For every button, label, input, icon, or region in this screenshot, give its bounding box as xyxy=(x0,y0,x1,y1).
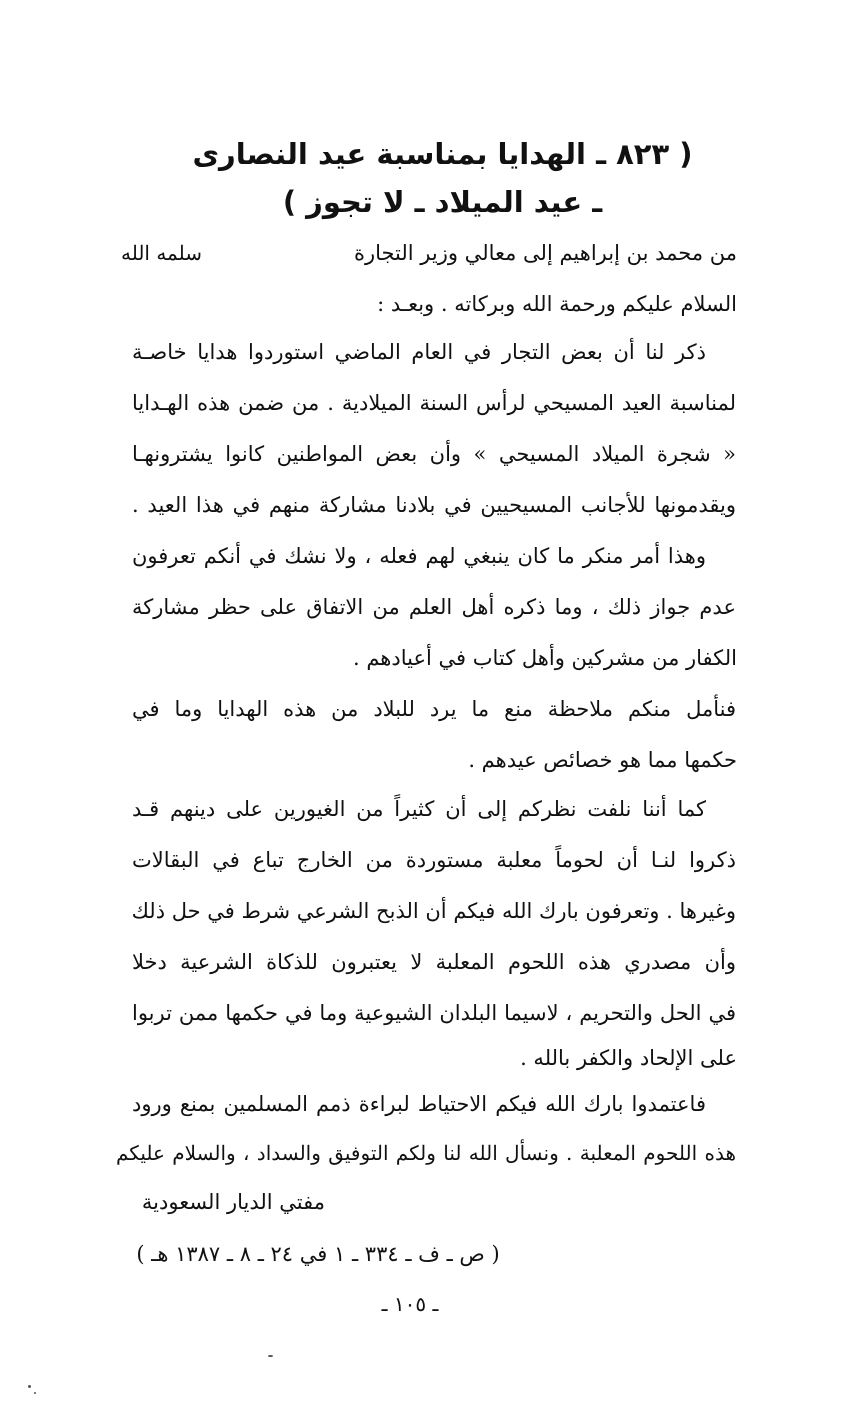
scan-speck xyxy=(28,1385,31,1388)
paragraph-1-line-3: « شجرة الميلاد المسيحي » وأن بعض المواطنين كانوا يشترونهـا xyxy=(132,442,736,466)
scan-speck xyxy=(268,1355,273,1357)
paragraph-4-line-2: ذكروا لنـا أن لحوماً معلبة مستوردة من الخارج تباع في البقالات xyxy=(132,848,736,872)
paragraph-3-line-2: حكمها مما هو خصائص عيدهم . xyxy=(468,748,737,772)
title-line-1: ( ٨٢٣ ـ الهدايا بمناسبة عيد النصارى xyxy=(192,137,693,171)
reference-line: ( ص ـ ف ـ ٣٣٤ ـ ١ في ٢٤ ـ ٨ ـ ١٣٨٧ هـ ) xyxy=(136,1242,500,1266)
paragraph-3-line-1: فنأمل منكم ملاحظة منع ما يرد للبلاد من هذه الهدايا وما في xyxy=(132,697,736,721)
paragraph-2-line-1: وهذا أمر منكر ما كان ينبغي لهم فعله ، ولا نشك في أنكم تعرفون xyxy=(132,544,706,568)
signature: مفتي الديار السعودية xyxy=(141,1190,325,1214)
paragraph-2-line-3: الكفار من مشركين وأهل كتاب في أعيادهم . xyxy=(352,646,737,670)
paragraph-4-line-3: وغيرها . وتعرفون بارك الله فيكم أن الذبح الشرعي شرط في حل ذلك xyxy=(131,899,736,923)
from-line: من محمد بن إبراهيم إلى معالي وزير التجارة xyxy=(353,241,737,265)
paragraph-4-line-5: في الحل والتحريم ، لاسيما البلدان الشيوعية وما في حكمها ممن تربوا xyxy=(132,1001,736,1025)
title-line-2: ـ عيد الميلاد ـ لا تجوز ) xyxy=(282,185,603,219)
paragraph-2-line-2: عدم جواز ذلك ، وما ذكره أهل العلم من الاتفاق على حظر مشاركة xyxy=(132,595,736,619)
scan-speck xyxy=(34,1392,36,1394)
paragraph-5-line-1: فاعتمدوا بارك الله فيكم الاحتياط لبراءة ذمم المسلمين بمنع ورود xyxy=(132,1092,706,1116)
greeting: السلام عليكم ورحمة الله وبركاته . وبعـد : xyxy=(377,292,737,316)
paragraph-4-line-1: كما أننا نلفت نظركم إلى أن كثيراً من الغيورين على دينهم قـد xyxy=(132,797,706,821)
paragraph-4-line-4: وأن مصدري هذه اللحوم المعلبة لا يعتبرون للذكاة الشرعية دخلا xyxy=(132,950,736,974)
paragraph-1-line-4: ويقدمونها للأجانب المسيحيين في بلادنا مشاركة منهم في هذا العيد . xyxy=(132,493,736,517)
salutation-end: سلمه الله xyxy=(120,241,202,265)
paragraph-5-line-2: هذه اللحوم المعلبة . ونسأل الله لنا ولكم التوفيق والسداد ، والسلام عليكم xyxy=(116,1141,736,1165)
paragraph-1-line-1: ذكر لنا أن بعض التجار في العام الماضي استوردوا هدايا خاصـة xyxy=(132,340,706,364)
page-number: ـ ١٠٥ ـ xyxy=(381,1292,439,1316)
paragraph-1-line-2: لمناسبة العيد المسيحي لرأس السنة الميلادية . من ضمن هذه الهـدايا xyxy=(132,391,736,415)
paragraph-4-line-6: على الإلحاد والكفر بالله . xyxy=(520,1046,737,1070)
